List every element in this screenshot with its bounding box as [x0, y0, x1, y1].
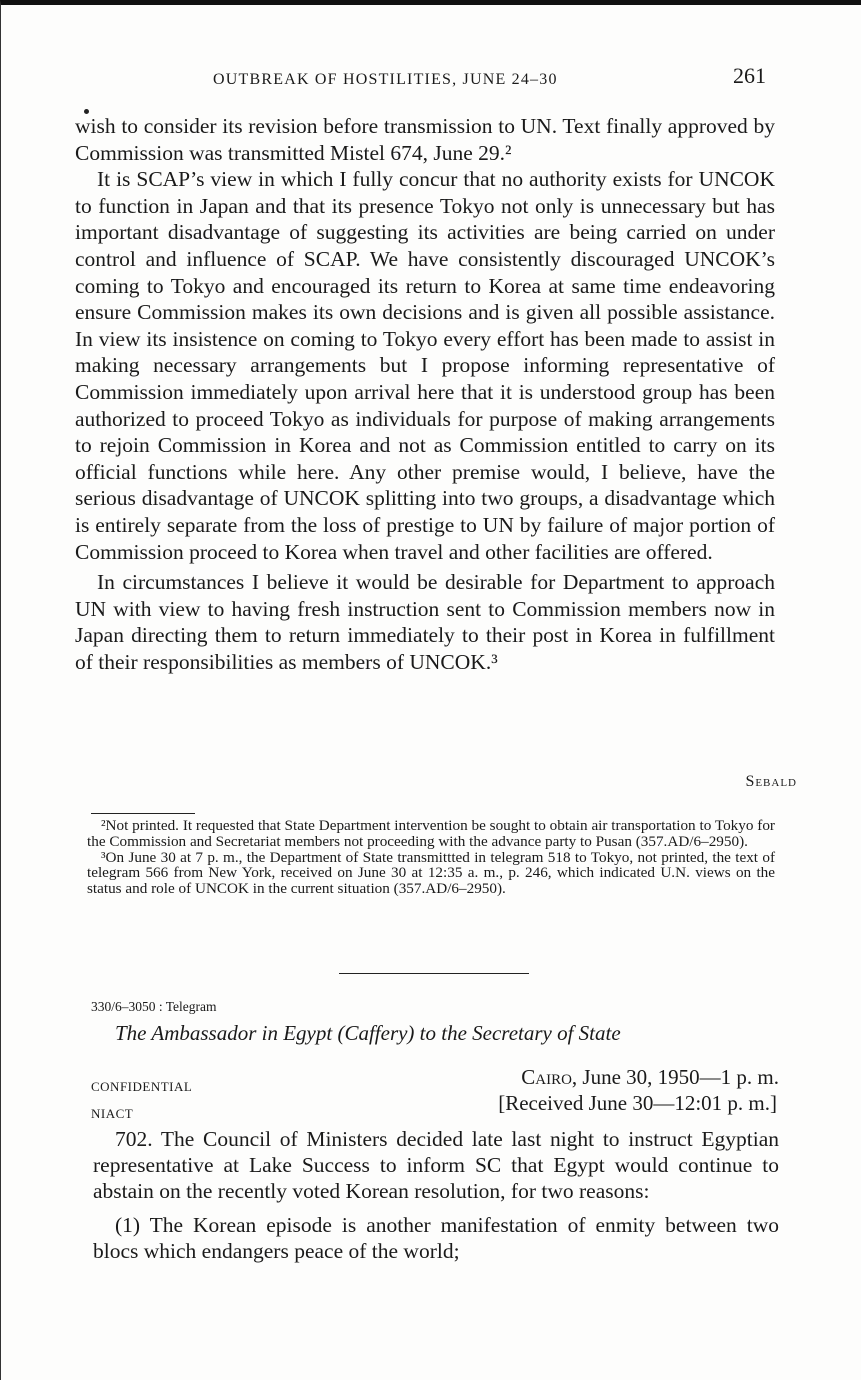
- running-head: OUTBREAK OF HOSTILITIES, JUNE 24–30: [213, 71, 558, 88]
- paragraph-702: 702. The Council of Ministers decided late last night to instruct Egyptian representative at Lake Success to inform SC that Egypt would continue to abstain on the recently voted Korean resolution, for two reasons:: [93, 1127, 779, 1203]
- distribution-label: NIACT: [91, 1106, 134, 1121]
- telegram-body: [75, 113, 775, 675]
- page-number: 261: [733, 63, 766, 88]
- footnote-2: ²Not printed. It requested that State Department intervention be sought to obtain air transportation to Tokyo for the Commission and Secretariat members not proceeding with the advance party to Pusan (357.AD/6–2950).: [87, 817, 775, 850]
- dateline: [521, 1065, 779, 1090]
- page-header: [201, 63, 766, 93]
- paragraph-scap-view: It is SCAP’s view in which I fully concur that no authority exists for UNCOK to function in Japan and that its presence Tokyo not only is unnecessary but has important disadvantage of suggesting its activities are being carried on under control and influence of SCAP. We have consistently discouraged UNCOK’s coming to Tokyo and encouraged its return to Korea at same time endeavoring ensure Commission makes its own decisions and is given all possible assistance. In view its insistence on coming to Tokyo every effort has been made to assist in making necessary arrangements but I propose informing representative of Commission immediately upon arrival here that it is understood group has been authorized to proceed Tokyo as individuals for purpose of making arrangements to rejoin Commission in Korea and not as Commission entitled to carry on its official functions while here. Any other premise would, I believe, have the serious disadvantage of UNCOK splitting into two groups, a disadvantage which is entirely separate from the loss of prestige to UN by failure of major portion of Commission proceed to Korea when travel and other facilities are offered.: [75, 167, 775, 564]
- received-line: [Received June 30—12:01 p. m.]: [498, 1091, 777, 1115]
- footnotes: [87, 818, 775, 897]
- signature: Sebald: [745, 773, 797, 790]
- dateline-place: Cairo: [521, 1065, 572, 1089]
- classification-label: CONFIDENTIAL: [91, 1079, 193, 1094]
- paragraph-recommendation: In circumstances I believe it would be desirable for Department to approach UN with view to having fresh instruction sent to Commission members now in Japan directing them to return immediately to their post in Korea in fulfillment of their responsibilities as members of UNCOK.³: [75, 570, 775, 674]
- file-reference: 330/6–3050 : Telegram: [91, 999, 217, 1014]
- dateline-date: , June 30, 1950—1 p. m.: [571, 1065, 779, 1089]
- footnote-3: ³On June 30 at 7 p. m., the Department of State transmittted in telegram 518 to Tokyo, not printed, the text of telegram 566 from New York, received on June 30 at 12:35 a. m., p. 246, which indicated U.N. views on the status and role of UNCOK in the current situation (357.AD/6–2950).: [87, 848, 775, 898]
- cairo-telegram-body: [93, 1126, 779, 1264]
- document-title: The Ambassador in Egypt (Caffery) to the Secretary of State: [115, 1021, 621, 1045]
- section-divider: [339, 973, 529, 974]
- paragraph-reason-1: (1) The Korean episode is another manifestation of enmity between two blocs which endangers peace of the world;: [93, 1213, 779, 1263]
- paragraph-continuation: wish to consider its revision before transmission to UN. Text finally approved by Commission was transmitted Mistel 674, June 29.²: [75, 114, 775, 165]
- footnote-rule: [91, 813, 195, 814]
